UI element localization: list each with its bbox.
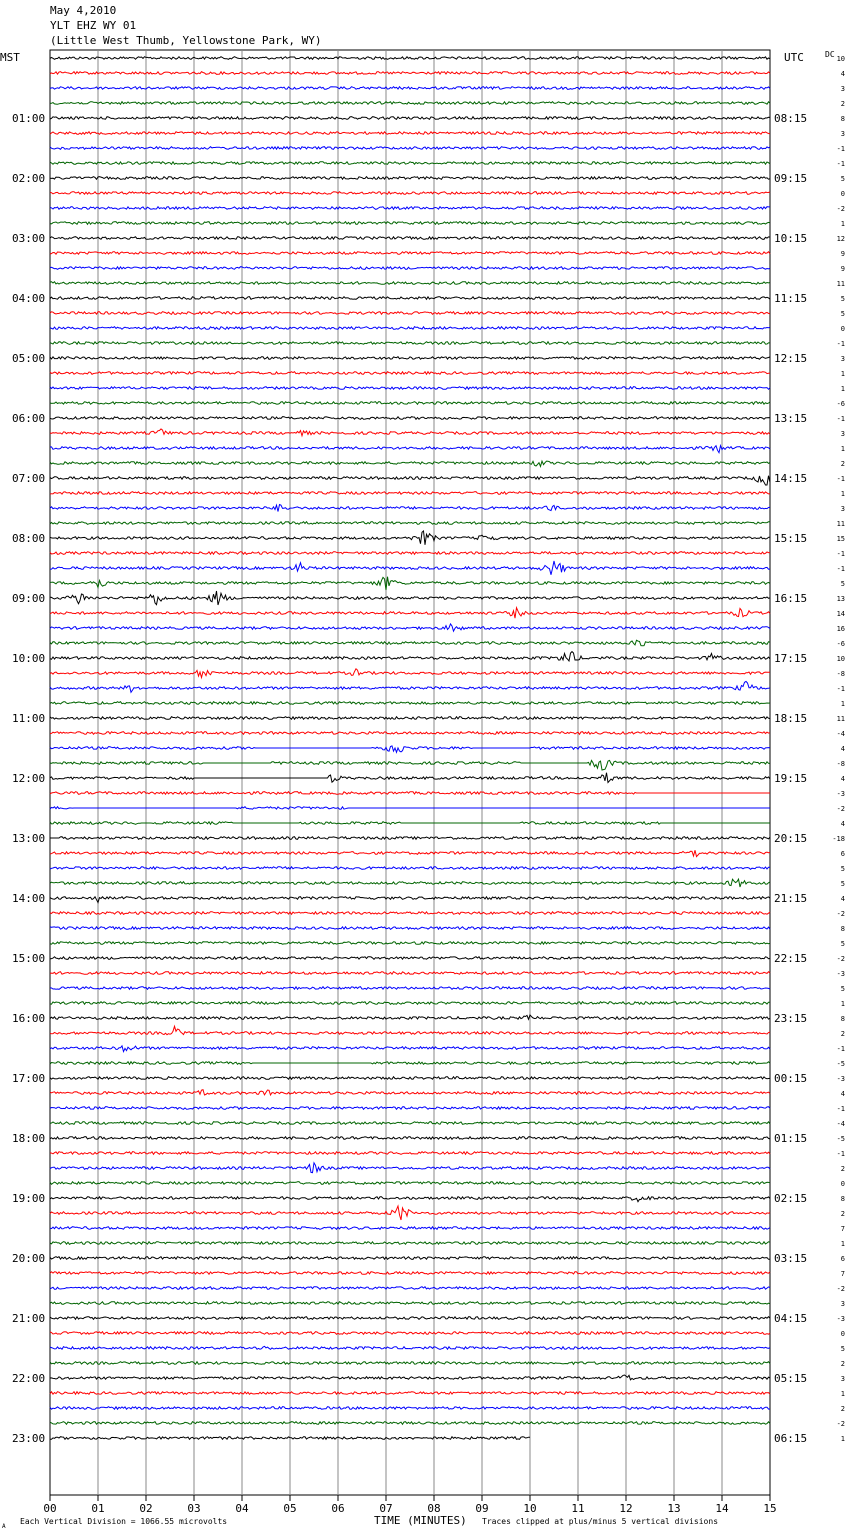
dc-offset-label: 10 [836, 655, 845, 663]
seismic-trace [50, 879, 770, 887]
seismic-trace [50, 1257, 770, 1260]
dc-offset-label: 6 [840, 1255, 845, 1263]
seismic-trace [50, 132, 770, 135]
dc-offset-label: 2 [840, 1360, 845, 1368]
dc-offset-label: -2 [836, 805, 845, 813]
dc-offset-label: -5 [836, 1135, 845, 1143]
seismic-trace [50, 252, 770, 255]
dc-offset-label: -3 [836, 1315, 845, 1323]
mst-hour-label: 01:00 [12, 112, 46, 125]
utc-hour-label: 02:15 [774, 1192, 808, 1205]
seismic-trace [50, 1046, 770, 1052]
seismic-trace [50, 446, 770, 453]
dc-offset-label: -4 [836, 730, 845, 738]
seismic-trace [50, 147, 770, 150]
seismic-trace [50, 417, 770, 420]
utc-hour-label: 19:15 [774, 772, 808, 785]
utc-hour-label: 12:15 [774, 352, 808, 365]
seismic-trace [50, 192, 770, 195]
seismic-trace [50, 342, 770, 345]
seismic-trace [50, 1122, 770, 1125]
utc-hour-label: 13:15 [774, 412, 808, 425]
seismic-trace [50, 1163, 770, 1173]
seismic-trace [50, 640, 770, 646]
dc-offset-label: 3 [840, 355, 845, 363]
seismic-trace [50, 837, 770, 840]
dc-offset-label: 6 [840, 850, 845, 858]
seismic-trace [50, 1332, 770, 1335]
seismic-trace [50, 297, 770, 300]
utc-hour-label: 06:15 [774, 1432, 808, 1445]
seismic-trace [50, 522, 770, 525]
dc-offset-label: 2 [840, 1405, 845, 1413]
dc-offset-label: -1 [836, 475, 845, 483]
seismic-trace [50, 1182, 770, 1185]
dc-offset-label: 1 [840, 1435, 845, 1443]
dc-offset-label: 5 [840, 1345, 845, 1353]
dc-offset-label: -8 [836, 760, 845, 768]
dc-offset-label: 1 [840, 385, 845, 393]
dc-offset-label: 12 [836, 235, 845, 243]
seismic-trace [50, 912, 770, 915]
mst-hour-label: 23:00 [12, 1432, 46, 1445]
seismic-trace [50, 72, 770, 75]
dc-offset-label: 1 [840, 445, 845, 453]
seismic-trace [50, 387, 770, 390]
dc-offset-label: -5 [836, 1060, 845, 1068]
mst-hour-label: 16:00 [12, 1012, 46, 1025]
seismic-trace [50, 1062, 770, 1065]
seismic-trace [50, 1272, 770, 1275]
seismic-trace [50, 357, 770, 360]
dc-header-label: DC [825, 50, 835, 59]
seismic-trace [50, 162, 770, 165]
dc-offset-label: 2 [840, 1030, 845, 1038]
seismic-trace [50, 717, 770, 720]
dc-offset-label: 11 [836, 280, 845, 288]
utc-hour-label: 17:15 [774, 652, 808, 665]
seismic-trace [50, 1137, 770, 1140]
mst-hour-label: 18:00 [12, 1132, 46, 1145]
dc-offset-label: 4 [840, 895, 845, 903]
seismic-trace [50, 1077, 770, 1080]
mst-hour-labels [12, 112, 45, 1445]
dc-offset-label: 3 [840, 1300, 845, 1308]
seismic-trace [50, 505, 770, 512]
x-tick-label: 13 [667, 1502, 681, 1515]
x-tick-label: 04 [235, 1502, 249, 1515]
utc-hour-label: 00:15 [774, 1072, 808, 1085]
mst-hour-label: 08:00 [12, 532, 46, 545]
dc-offset-labels [832, 55, 845, 1443]
dc-offset-label: -2 [836, 1285, 845, 1293]
x-tick-label: 14 [715, 1502, 729, 1515]
dc-offset-label: 0 [840, 190, 845, 198]
utc-hour-label: 03:15 [774, 1252, 808, 1265]
header-location: (Little West Thumb, Yellowstone Park, WY) [50, 34, 322, 47]
seismic-trace [50, 267, 770, 270]
dc-offset-label: 4 [840, 70, 845, 78]
utc-hour-label: 11:15 [774, 292, 808, 305]
seismic-trace [50, 561, 770, 575]
header-station: YLT EHZ WY 01 [50, 19, 137, 32]
x-tick-label: 15 [763, 1502, 777, 1515]
utc-hour-label: 05:15 [774, 1372, 808, 1385]
clip-note: Traces clipped at plus/minus 5 vertical divisions [482, 1517, 719, 1526]
seismic-trace [50, 531, 770, 545]
seismic-trace [50, 1090, 770, 1095]
dc-offset-label: 7 [840, 1225, 845, 1233]
dc-offset-label: -1 [836, 145, 845, 153]
dc-offset-label: 0 [840, 1180, 845, 1188]
mst-hour-label: 03:00 [12, 232, 46, 245]
dc-offset-label: -2 [836, 910, 845, 918]
x-tick-label: 07 [379, 1502, 393, 1515]
utc-hour-label: 01:15 [774, 1132, 808, 1145]
dc-offset-label: -1 [836, 565, 845, 573]
seismic-trace [50, 429, 770, 436]
dc-offset-label: -6 [836, 400, 845, 408]
seismic-trace [50, 282, 770, 285]
dc-offset-label: -2 [836, 955, 845, 963]
dc-offset-label: 7 [840, 1270, 845, 1278]
utc-hour-label: 21:15 [774, 892, 808, 905]
seismic-trace [50, 972, 770, 975]
seismic-trace [50, 850, 770, 856]
utc-hour-label: 20:15 [774, 832, 808, 845]
dc-offset-label: 14 [836, 610, 845, 618]
seismic-trace [50, 577, 770, 590]
seismic-trace [50, 312, 770, 315]
mst-hour-label: 06:00 [12, 412, 46, 425]
seismic-trace [50, 867, 770, 870]
dc-offset-label: 5 [840, 985, 845, 993]
dc-offset-label: 5 [840, 175, 845, 183]
x-tick-label: 02 [139, 1502, 153, 1515]
trace-group [50, 57, 770, 1440]
mst-hour-label: 09:00 [12, 592, 46, 605]
dc-offset-label: -3 [836, 970, 845, 978]
seismic-trace [50, 1026, 770, 1034]
dc-offset-label: 5 [840, 940, 845, 948]
x-tick-label: 03 [187, 1502, 201, 1515]
mst-hour-label: 21:00 [12, 1312, 46, 1325]
seismic-trace [50, 1002, 770, 1005]
seismic-trace [50, 402, 770, 405]
dc-offset-label: 5 [840, 865, 845, 873]
dc-offset-label: 8 [840, 925, 845, 933]
seismic-trace [50, 102, 770, 105]
seismic-trace [50, 591, 770, 605]
dc-offset-label: 4 [840, 775, 845, 783]
utc-hour-label: 04:15 [774, 1312, 808, 1325]
utc-hour-label: 10:15 [774, 232, 808, 245]
dc-offset-label: 11 [836, 715, 845, 723]
dc-offset-label: 9 [840, 265, 845, 273]
x-axis-ticks [43, 1495, 776, 1515]
dc-offset-label: -4 [836, 1120, 845, 1128]
dc-offset-label: 2 [840, 1165, 845, 1173]
seismic-trace [50, 1206, 770, 1220]
utc-hour-label: 16:15 [774, 592, 808, 605]
mst-hour-label: 12:00 [12, 772, 46, 785]
dc-offset-label: -1 [836, 1045, 845, 1053]
seismic-trace [50, 207, 770, 210]
seismic-trace [50, 608, 770, 619]
left-zone-label: MST [0, 51, 20, 64]
mst-hour-label: 04:00 [12, 292, 46, 305]
seismic-trace [50, 1302, 770, 1305]
dc-offset-label: 3 [840, 85, 845, 93]
mst-hour-label: 05:00 [12, 352, 46, 365]
seismic-trace [50, 87, 770, 90]
dc-offset-label: 1 [840, 700, 845, 708]
seismic-trace [50, 177, 770, 180]
utc-hour-label: 18:15 [774, 712, 808, 725]
seismic-trace [50, 552, 770, 555]
dc-offset-label: -1 [836, 340, 845, 348]
seismic-trace [50, 773, 770, 783]
seismic-trace [50, 1197, 770, 1202]
dc-offset-label: 4 [840, 1090, 845, 1098]
dc-offset-label: 1 [840, 490, 845, 498]
x-tick-label: 11 [571, 1502, 585, 1515]
dc-offset-label: -1 [836, 160, 845, 168]
seismic-trace [50, 957, 770, 960]
dc-offset-label: 5 [840, 295, 845, 303]
seismic-trace [50, 652, 770, 661]
seismic-trace [50, 807, 770, 810]
x-tick-label: 00 [43, 1502, 57, 1515]
dc-offset-label: 4 [840, 745, 845, 753]
dc-offset-label: 13 [836, 595, 845, 603]
seismic-trace [50, 1422, 770, 1425]
seismic-trace [50, 1152, 770, 1155]
dc-offset-label: 15 [836, 535, 845, 543]
dc-offset-label: 3 [840, 430, 845, 438]
mst-hour-label: 13:00 [12, 832, 46, 845]
seismic-trace [50, 927, 770, 930]
seismic-trace [50, 624, 770, 631]
seismic-trace [50, 760, 770, 770]
mst-hour-label: 10:00 [12, 652, 46, 665]
dc-offset-label: 5 [840, 580, 845, 588]
corner-mark: A [2, 1523, 6, 1530]
dc-offset-label: 1 [840, 1240, 845, 1248]
utc-hour-label: 23:15 [774, 1012, 808, 1025]
dc-offset-label: 5 [840, 310, 845, 318]
seismic-trace [50, 1317, 770, 1320]
dc-offset-label: 2 [840, 100, 845, 108]
dc-offset-label: -3 [836, 1075, 845, 1083]
dc-offset-label: -1 [836, 685, 845, 693]
dc-offset-label: 0 [840, 325, 845, 333]
dc-offset-label: -1 [836, 1105, 845, 1113]
seismic-trace [50, 1346, 770, 1349]
seismic-trace [50, 327, 770, 330]
x-tick-label: 01 [91, 1502, 105, 1515]
seismic-trace [50, 57, 770, 60]
seismic-trace [50, 461, 770, 466]
dc-offset-label: -1 [836, 415, 845, 423]
dc-offset-label: 1 [840, 1000, 845, 1008]
x-tick-label: 05 [283, 1502, 297, 1515]
x-tick-label: 06 [331, 1502, 345, 1515]
utc-hour-label: 09:15 [774, 172, 808, 185]
seismic-trace [50, 746, 770, 752]
mst-hour-label: 11:00 [12, 712, 46, 725]
mst-hour-label: 07:00 [12, 472, 46, 485]
seismic-trace [50, 822, 770, 825]
seismic-trace [50, 222, 770, 225]
dc-offset-label: 9 [840, 250, 845, 258]
utc-hour-label: 08:15 [774, 112, 808, 125]
seismic-trace [50, 702, 770, 705]
dc-offset-label: -1 [836, 550, 845, 558]
seismic-trace [50, 372, 770, 375]
dc-offset-label: 11 [836, 520, 845, 528]
dc-offset-label: 1 [840, 370, 845, 378]
dc-offset-label: -1 [836, 1150, 845, 1158]
x-tick-label: 08 [427, 1502, 441, 1515]
dc-offset-label: -3 [836, 790, 845, 798]
scale-note: Each Vertical Division = 1066.55 microvolts [20, 1517, 228, 1526]
seismic-trace [50, 1375, 770, 1380]
mst-hour-label: 17:00 [12, 1072, 46, 1085]
mst-hour-label: 19:00 [12, 1192, 46, 1205]
seismic-trace [50, 237, 770, 240]
dc-offset-label: 2 [840, 1210, 845, 1218]
mst-hour-label: 22:00 [12, 1372, 46, 1385]
seismic-trace [50, 1392, 770, 1395]
seismic-trace [50, 1015, 770, 1019]
seismic-trace [50, 1362, 770, 1365]
seismic-trace [50, 681, 770, 692]
dc-offset-label: 8 [840, 1195, 845, 1203]
x-tick-label: 09 [475, 1502, 489, 1515]
header-date: May 4,2010 [50, 4, 117, 17]
seismic-trace [50, 732, 770, 735]
dc-offset-label: 4 [840, 820, 845, 828]
dc-offset-label: -2 [836, 1420, 845, 1428]
seismic-trace [50, 492, 770, 495]
dc-offset-label: 16 [836, 625, 845, 633]
mst-hour-label: 20:00 [12, 1252, 46, 1265]
dc-offset-label: 5 [840, 880, 845, 888]
utc-hour-labels [774, 112, 807, 1445]
utc-hour-label: 14:15 [774, 472, 808, 485]
dc-offset-label: -8 [836, 670, 845, 678]
utc-hour-label: 15:15 [774, 532, 808, 545]
dc-offset-label: 3 [840, 130, 845, 138]
dc-offset-label: -6 [836, 640, 845, 648]
seismic-trace [50, 897, 770, 903]
dc-offset-label: 8 [840, 115, 845, 123]
utc-hour-label: 22:15 [774, 952, 808, 965]
dc-offset-label: 0 [840, 1330, 845, 1338]
seismic-trace [50, 117, 770, 120]
dc-offset-label: 1 [840, 220, 845, 228]
dc-offset-label: 2 [840, 460, 845, 468]
dc-offset-label: 10 [836, 55, 845, 63]
mst-hour-label: 14:00 [12, 892, 46, 905]
dc-offset-label: 3 [840, 1375, 845, 1383]
dc-offset-label: 8 [840, 1015, 845, 1023]
x-tick-label: 12 [619, 1502, 633, 1515]
mst-hour-label: 15:00 [12, 952, 46, 965]
seismic-trace [50, 1242, 770, 1245]
seismic-trace [50, 669, 770, 678]
seismic-trace [50, 792, 770, 795]
dc-offset-label: -2 [836, 205, 845, 213]
seismic-trace [50, 1407, 770, 1410]
seismic-trace [50, 987, 770, 990]
seismic-trace [50, 1227, 770, 1230]
x-tick-label: 10 [523, 1502, 537, 1515]
mst-hour-label: 02:00 [12, 172, 46, 185]
seismic-trace [50, 476, 770, 485]
right-zone-label: UTC [784, 51, 804, 64]
seismic-trace [50, 1107, 770, 1110]
seismic-trace [50, 942, 770, 945]
dc-offset-label: 1 [840, 1390, 845, 1398]
seismic-trace [50, 1287, 770, 1290]
dc-offset-label: -18 [832, 835, 845, 843]
x-axis-title: TIME (MINUTES) [374, 1514, 467, 1527]
dc-offset-label: 3 [840, 505, 845, 513]
